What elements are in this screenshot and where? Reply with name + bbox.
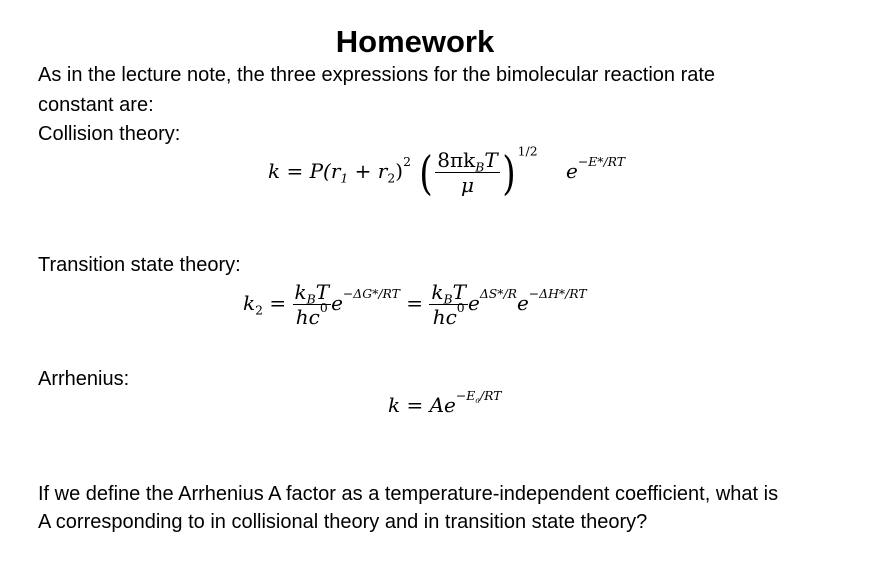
collision-fraction xyxy=(435,148,499,197)
tst-num-sub: B xyxy=(306,291,316,307)
transition-state-equation xyxy=(243,280,587,329)
tst-equals-2: = xyxy=(399,291,430,315)
collision-close: ) xyxy=(395,159,404,183)
arrhenius-exp-b: /RT xyxy=(479,388,502,404)
question-line-1: If we define the Arrhenius A factor as a temperature-independent coefficient, what is xyxy=(38,483,779,505)
tst-num2-T: T xyxy=(452,280,466,304)
tst-lhs-k: k xyxy=(243,291,256,315)
collision-power: 1/2 xyxy=(517,143,538,159)
collision-num-a: 8πk xyxy=(437,148,476,172)
tst-exp2b: −ΔH*/RT xyxy=(528,286,587,302)
tst-num2-k: k xyxy=(431,280,444,304)
tst-num2-sub: B xyxy=(443,291,453,307)
tst-lhs-sub: 2 xyxy=(255,302,264,318)
arrhenius-exp-sub: a xyxy=(475,395,480,405)
collision-theory-label: Collision theory: xyxy=(38,123,181,145)
collision-exp-base: e xyxy=(565,159,578,183)
collision-den: μ xyxy=(460,173,474,197)
intro-line-2: constant are: xyxy=(38,94,154,116)
tst-num-k: k xyxy=(294,280,307,304)
tst-e3: e xyxy=(516,291,529,315)
arrhenius-label: Arrhenius: xyxy=(38,368,130,390)
tst-den-h: hc xyxy=(295,305,320,329)
collision-square: 2 xyxy=(403,154,411,170)
collision-theory-equation xyxy=(268,143,626,200)
tst-fraction-1 xyxy=(293,280,332,329)
intro-line-1: As in the lecture note, the three expressions for the bimolecular reaction rate xyxy=(38,64,716,86)
arrhenius-equation xyxy=(388,388,502,417)
arrhenius-lhs: k = Ae xyxy=(388,393,456,417)
page-title: Homework xyxy=(335,24,495,59)
collision-sub1: 1 xyxy=(340,170,349,186)
collision-exponent: −E*/RT xyxy=(577,154,626,170)
right-paren: ) xyxy=(501,145,516,200)
left-paren: ( xyxy=(419,145,434,200)
tst-den2-h: hc xyxy=(432,305,457,329)
transition-state-theory-label: Transition state theory: xyxy=(38,254,241,276)
collision-num-sub: B xyxy=(475,159,485,175)
tst-e1: e xyxy=(331,291,343,315)
tst-e2: e xyxy=(467,291,480,315)
tst-num-T: T xyxy=(315,280,330,304)
arrhenius-exp-a: −E xyxy=(455,388,476,404)
tst-den2-sup: 0 xyxy=(456,300,465,316)
tst-exp2a: ΔS*/R xyxy=(479,286,517,302)
question-line-2: A corresponding to in collisional theory and in transition state theory? xyxy=(38,511,648,533)
collision-num-b: T xyxy=(484,148,498,172)
collision-plus: + r xyxy=(348,159,388,183)
tst-exp1: −ΔG*/RT xyxy=(342,286,400,302)
collision-lhs: k = P(r xyxy=(268,159,341,183)
tst-den-sup: 0 xyxy=(319,300,328,316)
tst-equals: = xyxy=(263,291,293,315)
tst-fraction-2 xyxy=(429,280,468,329)
collision-sub2: 2 xyxy=(387,170,396,186)
